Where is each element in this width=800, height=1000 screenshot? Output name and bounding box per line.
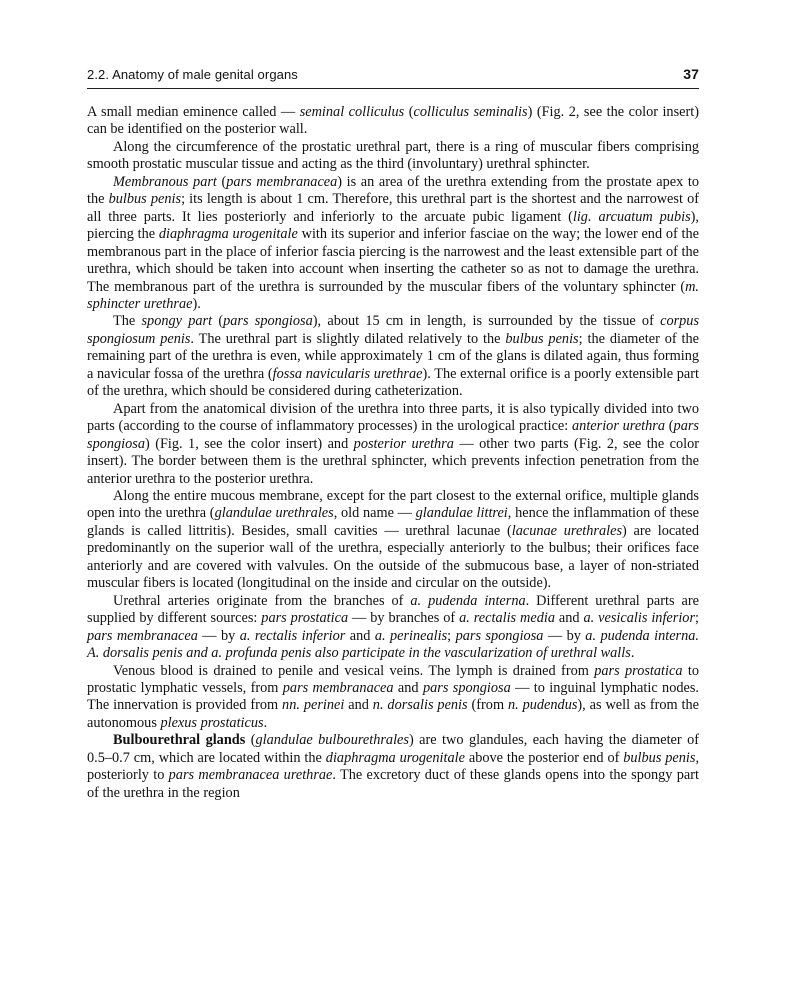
italic-term: seminal colliculus <box>299 104 405 120</box>
paragraph <box>87 139 699 174</box>
paragraph <box>87 104 699 139</box>
italic-term: pars membranacea urethrae <box>168 767 333 784</box>
italic-term: a. vesicalis inferior <box>583 610 696 627</box>
paragraph <box>87 488 699 593</box>
text-run: to prostatic lymphatic vessels, from <box>87 662 700 696</box>
italic-term: pars spongiosa <box>422 679 511 696</box>
italic-term: bulbus penis <box>108 191 182 208</box>
italic-term: diaphragma urogenitale <box>158 226 298 243</box>
text-run: ), as well as from the autonomous <box>87 697 699 731</box>
italic-term: colliculus seminalis <box>413 104 528 120</box>
running-header <box>87 66 699 89</box>
text-run: A small median eminence called — <box>87 104 300 120</box>
text-run: . The excretory duct of these glands opens into the spongy part of the urethra in the region <box>87 767 699 801</box>
book-page <box>87 66 699 802</box>
text-run: ( <box>665 418 674 435</box>
italic-term: bulbus penis <box>623 749 696 766</box>
text-run: ; its length is about 1 cm. Therefore, this urethral part is the shortest and the narrowest of all three parts. It lies posteriorly and inferiorly to the arcuate pubic ligament ( <box>87 191 699 225</box>
text-run: — by <box>543 627 586 644</box>
text-run: Urethral arteries originate from the branches of <box>113 592 411 609</box>
italic-term: pars spongiosa <box>223 313 313 330</box>
paragraph <box>87 174 699 314</box>
paragraph <box>87 732 699 802</box>
text-run: ). <box>192 295 201 312</box>
text-run: The <box>113 313 142 330</box>
text-run: . <box>263 714 268 731</box>
text-run: (from <box>467 697 508 714</box>
text-run: ; <box>695 610 699 627</box>
text-run: and <box>554 610 584 627</box>
text-run: and <box>345 627 375 644</box>
italic-term: n. dorsalis penis <box>372 697 468 714</box>
italic-term: n. pudendus <box>507 697 578 714</box>
italic-term: m. sphincter urethrae <box>87 278 699 312</box>
text-run: . <box>630 645 635 662</box>
italic-term: bulbus penis <box>505 330 579 347</box>
text-run: , hence the inflammation of these glands is called littritis). Besides, small cavities — urethral lacunae ( <box>87 505 700 539</box>
paragraph <box>87 663 699 733</box>
italic-term: a. rectalis media <box>459 610 555 627</box>
italic-term: a. rectalis inferior <box>239 627 346 644</box>
text-run: — to inguinal lymphatic nodes. The innervation is provided from <box>87 679 699 714</box>
page-number: 37 <box>683 66 699 82</box>
text-run: above the posterior end of <box>464 749 624 766</box>
italic-term: spongy part <box>141 313 213 330</box>
italic-term: a. perinealis <box>374 627 448 644</box>
text-run: , old name — <box>333 505 416 522</box>
text-run: ; <box>447 627 456 644</box>
paragraph <box>87 593 699 663</box>
section-title: 2.2. Anatomy of male genital organs <box>87 67 298 82</box>
text-run: ), about 15 cm in length, is surrounded by the tissue of <box>312 313 661 330</box>
text-run: — by <box>197 627 240 644</box>
text-run: ( <box>404 104 414 120</box>
italic-term: lacunae urethrales <box>511 522 623 539</box>
text-run: . Different urethral parts are supplied by different sources: <box>87 592 699 627</box>
italic-term: pars membranacea <box>87 627 198 644</box>
italic-term: glandulae urethrales <box>214 505 334 522</box>
text-run: ) (Fig. 2, see the color insert) can be identified on the posterior wall. <box>87 104 699 138</box>
text-run: Apart from the anatomical division of the urethra into three parts, it is also typically divided into two parts (according to the course of inflammatory processes) in the urological practice: <box>87 400 699 435</box>
text-run: ) is an area of the urethra extending from the prostate apex to the <box>87 173 699 208</box>
bold-term: Bulbourethral glands <box>113 732 246 749</box>
text-run: Along the circumference of the prostatic urethral part, there is a ring of muscular fibers comprising smooth prostatic muscular tissue and acting as the third (involuntary) urethral sphincter. <box>87 138 699 173</box>
italic-term: glandulae bulbourethrales <box>255 732 409 749</box>
italic-term: a. pudenda interna. A. dorsalis penis and a. profunda penis also participate in the vascularization of urethral walls <box>87 627 699 662</box>
text-run: and <box>393 679 423 696</box>
text-run: — other two parts (Fig. 2, see the color insert). The border between them is the urethral sphincter, which prevents infection penetration from the anterior urethra to the posterior urethra. <box>87 435 699 487</box>
italic-term: plexus prostaticus <box>160 714 264 731</box>
text-run: ). The external orifice is a poorly extensible part of the urethra, which should be considered during catheterization. <box>87 365 699 400</box>
text-run: Venous blood is drained to penile and vesical veins. The lymph is drained from <box>113 662 595 679</box>
text-run: ) (Fig. 1, see the color insert) and <box>145 435 354 452</box>
text-run: Along the entire mucous membrane, except for the part closest to the external orifice, multiple glands open into the urethra ( <box>87 487 699 522</box>
text-run: ) are two glandules, each having the diameter of 0.5–0.7 cm, which are located within the <box>87 732 699 766</box>
italic-term: fossa navicularis urethrae <box>272 365 423 382</box>
body-text <box>87 104 699 802</box>
italic-term: nn. perinei <box>282 697 345 714</box>
italic-term: posterior urethra <box>353 435 454 452</box>
italic-term: pars membranacea <box>282 679 394 696</box>
italic-term: pars membranacea <box>226 173 338 190</box>
text-run: ( <box>245 732 256 749</box>
text-run: — by branches of <box>348 610 460 627</box>
text-run: , posteriorly to <box>87 749 700 784</box>
paragraph <box>87 313 699 400</box>
text-run: ) are located predominantly on the superior wall of the urethra, especially anteriorly to the bulbus; their orifices face anteriorly and are covered with valvules. On the outside of the submucous base, a layer of non-striated muscular fibers is located (longitudinal on the inside and circular on the outside). <box>87 522 699 592</box>
text-run: ( <box>216 173 227 190</box>
italic-term: anterior urethra <box>572 418 666 435</box>
text-run: and <box>344 697 373 714</box>
italic-term: pars spongiosa <box>87 418 699 452</box>
paragraph <box>87 401 699 488</box>
italic-term: a. pudenda interna <box>410 592 526 609</box>
text-run: ( <box>212 313 224 330</box>
italic-term: lig. arcuatum pubis <box>572 208 691 225</box>
text-run: ; the diameter of the remaining part of the urethra is even, while approximately 1 cm of the glans is dilated again, thus forming a navicular fossa of the urethra ( <box>87 330 699 382</box>
italic-term: diaphragma urogenitale <box>325 749 465 766</box>
italic-term: pars prostatica <box>261 610 349 627</box>
italic-term: Membranous part <box>113 173 217 190</box>
italic-term: glandulae littrei <box>415 505 508 522</box>
text-run: ), piercing the <box>87 208 699 243</box>
italic-term: corpus spongiosum penis <box>87 313 700 347</box>
italic-term: pars spongiosa <box>455 627 544 644</box>
text-run: with its superior and inferior fasciae on the way; the lower end of the membranous part in the place of inferior fascia piercing is the narrowest and the least extensible part of the urethra, which should be taken into account when inserting the catheter so as not to damage the urethra. The membranous part of the urethra is surrounded by the muscular fibers of the voluntary sphincter ( <box>87 226 699 295</box>
italic-term: pars prostatica <box>594 662 683 679</box>
text-run: . The urethral part is slightly dilated relatively to the <box>190 330 506 347</box>
